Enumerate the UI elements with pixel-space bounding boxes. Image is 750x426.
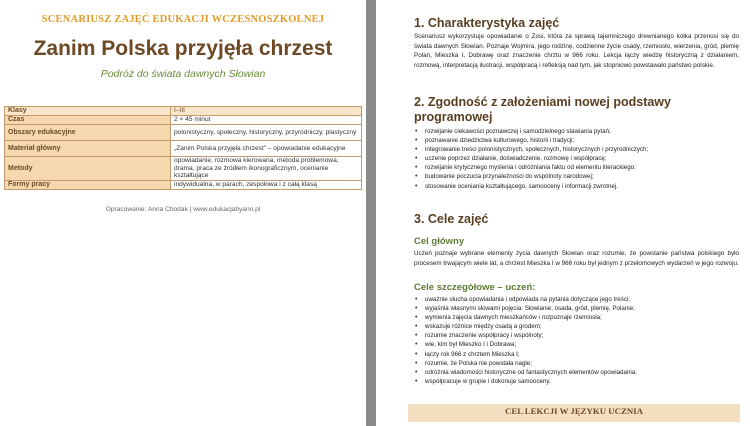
detail-goals-heading: Cele szczegółowe – uczeń: — [414, 282, 536, 293]
section-heading-curriculum: 2. Zgodność z założeniami nowej podstawy — [414, 95, 671, 109]
scenario-label: SCENARIUSZ ZAJĘĆ EDUKACJI WCZESNOSZKOLNEJ — [41, 14, 325, 25]
curriculum-list — [414, 127, 739, 191]
page-title: Zanim Polska przyjęła chrzest — [33, 37, 333, 60]
list-item: • rozwijanie ciekawości poznawczej i samodzielnego stawiania pytań; — [414, 127, 739, 136]
document-page-left — [0, 0, 366, 426]
detail-goals-list — [414, 295, 739, 386]
main-goal-text: Uczeń poznaje wybrane elementy życia dawnych Słowian oraz rozumie, że powstanie państwa polskiego było procesem trwającym wiele lat, a chrzest Mieszka I w 966 roku był jednym z przełomowych wydarzeń w jego rozwoju. — [414, 250, 739, 267]
list-item: • wyjaśnia własnymi słowami pojęcia: Słowianie, osada, gród, plemię, Polanie; — [414, 304, 739, 313]
list-item: • rozumie, że Polska nie powstała nagle; — [414, 359, 739, 368]
list-item: • uczenie poprzez działanie, doświadczenie, rozmowę i współpracę; — [414, 154, 739, 163]
lesson-goal-banner: CEL LEKCJI W JĘZYKU UCZNIA — [408, 404, 740, 422]
section-heading-curriculum-cont: programowej — [414, 110, 493, 124]
table-row — [5, 125, 362, 141]
section-heading-characteristics: 1. Charakterystyka zajęć — [414, 16, 560, 30]
lesson-info-table — [4, 106, 362, 190]
table-label: Materiał główny — [5, 141, 171, 157]
section-heading-goals: 3. Cele zajęć — [414, 212, 489, 226]
list-item: • stosowanie oceniania kształtującego, samooceny i informacji zwrotnej. — [414, 182, 739, 191]
list-item: • wie, kim był Mieszko I i Dobrawa; — [414, 340, 739, 349]
table-label: Klasy — [5, 107, 171, 116]
page-subtitle: Podróż do świata dawnych Słowian — [100, 68, 266, 80]
table-row — [5, 107, 362, 116]
table-value: 2 × 45 minut — [171, 116, 362, 125]
list-item: • współpracuje w grupie i dokonuje samooceny. — [414, 377, 739, 386]
table-row — [5, 181, 362, 190]
document-page-right — [376, 0, 750, 426]
list-item: • budowanie poczucia przynależności do wspólnoty narodowej; — [414, 172, 739, 181]
list-item: • odróżnia wiadomości historyczne od fantastycznych elementów opowiadania; — [414, 368, 739, 377]
list-item: • rozumie znaczenie współpracy i wspólnoty; — [414, 331, 739, 340]
section-characteristics-text: Scenariusz wykorzystuje opowiadanie o Zosi, która za sprawą tajemniczego drewnianego kółka przenosi się do świata dawnych Słowian. Poznaje Wojmira, jego rodzinę, codzienne życie osady, rzemiosło, wierzenia, gród, plemię Polan, Mieszka I, Dobrawę oraz znaczenie chrztu w 966 roku. Lekcja łączy wiedzę historyczną z działaniem, rozmową, interpretacją ilustracji, współpracą i refleksją nad tym, jak stopniowo powstawało państwo polskie. — [414, 33, 739, 69]
table-row — [5, 116, 362, 125]
table-label: Formy pracy — [5, 181, 171, 190]
table-value: I–III — [171, 107, 362, 116]
list-item: • wskazuje różnice między osadą a grodem; — [414, 322, 739, 331]
list-item: • integrowanie treści polonistycznych, społecznych, historycznych i przyrodniczych; — [414, 145, 739, 154]
table-value: opowiadanie, rozmowa kierowana, metoda problemowa, drama, praca ze źródłem ikonograficznym, ocenianie kształtujące — [171, 157, 362, 181]
table-label: Metody — [5, 157, 171, 181]
list-item: • uważnie słucha opowiadania i odpowiada na pytania dotyczące jego treści; — [414, 295, 739, 304]
table-value: „Zanim Polska przyjęła chrzest” – opowiadanie edukacyjne — [171, 141, 362, 157]
table-label: Czas — [5, 116, 171, 125]
list-item: • rozwijanie krytycznego myślenia i odróżniania faktu od elementu literackiego; — [414, 163, 739, 172]
table-row — [5, 157, 362, 181]
author-credit: Opracowanie: Anna Chodak | www.edukacjabyann.pl — [105, 206, 261, 213]
table-row — [5, 141, 362, 157]
main-goal-heading: Cel główny — [414, 236, 465, 247]
table-value: indywidualna, w parach, zespołowa i z całą klasą — [171, 181, 362, 190]
list-item: • wymienia zajęcia dawnych mieszkańców i rozpoznaje rzemiosła; — [414, 313, 739, 322]
list-item: • łączy rok 966 z chrztem Mieszka I; — [414, 350, 739, 359]
table-value: polonistyczny, społeczny, historyczny, przyrodniczy, plastyczny — [171, 125, 362, 141]
table-label: Obszary edukacyjne — [5, 125, 171, 141]
list-item: • poznawanie dziedzictwa kulturowego, historii i tradycji; — [414, 136, 739, 145]
